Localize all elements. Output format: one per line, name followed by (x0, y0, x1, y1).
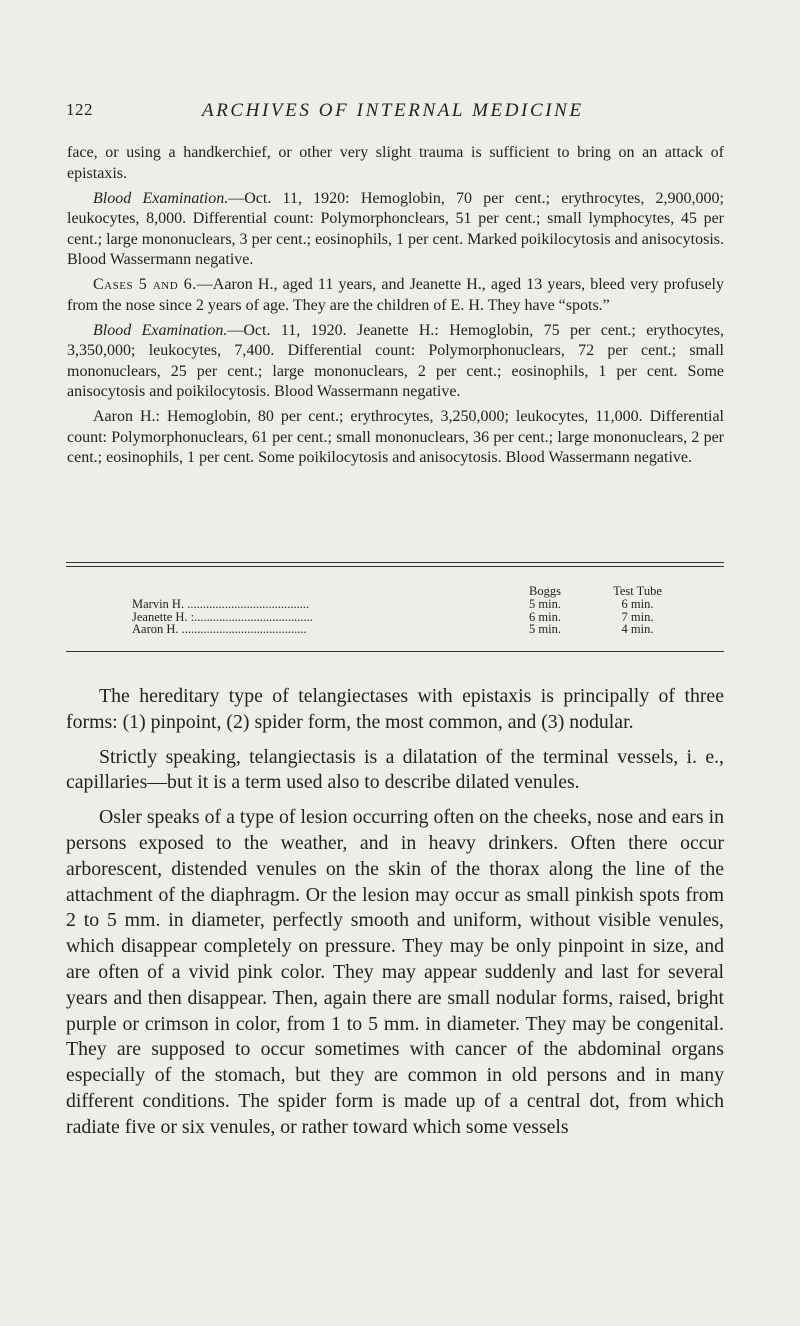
paragraph-continuation: face, or using a handkerchief, or other very slight trauma is sufficient to bring on an attack of epistaxis. (67, 144, 724, 182)
body-paragraph: Osler speaks of a type of lesion occurring often on the cheeks, nose and ears in persons exposed to the weather, and in heavy drinkers. Often there occur arborescent, distended venules on the skin of the thorax along the line of the attachment of the diaphragm. Or the lesion may occur as small pinkish spots from 2 to 5 mm. in diameter, perfectly smooth and uniform, without visible venules, which disappear completely on pressure. They may be only pinpoint in size, and are often of a vivid pink color. They may appear suddenly and last for several years and then disappear. Then, again there are small nodular forms, raised, bright purple or crimson in color, from 1 to 5 mm. in diameter. They may be congenital. They are supposed to occur sometimes with cancer of the abdominal organs especially of the stomach, but they are common in old persons and in many different conditions. The spider form is made up of a central dot, from which radiate five or six venules, or rather toward which some vessels (66, 806, 724, 1138)
running-title: ARCHIVES OF INTERNAL MEDICINE (202, 100, 584, 121)
cell-boggs: 5 min. (529, 597, 561, 611)
table-rule-top (66, 562, 724, 563)
run-in-heading: Blood Examination. (93, 321, 228, 339)
column-header-test-tube: Test Tube (613, 584, 662, 598)
body-paragraph: Strictly speaking, telangiectasis is a dilatation of the terminal vessels, i. e., capillaries—but it is a term used also to describe dilated venules. (66, 745, 724, 794)
cell-test-tube: 7 min. (621, 609, 654, 624)
paragraph-text: —Aaron H., aged 11 years, and Jeanette H., aged 13 years, bleed very profusely from the nose since 2 years of age. They are the children of E. H. They have “spots.” (67, 276, 725, 314)
coagulation-table (66, 562, 724, 656)
paragraph-text: —Oct. 11, 1920: Hemoglobin, 70 per cent.; erythrocytes, 2,900,000; leukocytes, 8,000. Differential count: Polymorphonclears, 51 per cent.; small lymphocytes, 45 per cent.; large mononuclears, 3 per cent.; eosinophils, 1 per cent. Marked poikilocytosis and anisocytosis. Blood Wassermann negative. (67, 189, 725, 268)
page-number: 122 (66, 100, 93, 119)
column-header-boggs: Boggs (529, 584, 561, 598)
run-in-heading: Cases 5 and 6. (93, 276, 197, 293)
page-header (66, 100, 726, 128)
row-name: Jeanette H. :...................................... (132, 609, 313, 624)
row-name: Marvin H. ....................................... (132, 597, 310, 611)
paragraph-aaron: Aaron H.: Hemoglobin, 80 per cent.; erythrocytes, 3,250,000; leukocytes, 11,000. Differential count: Polymorphonuclears, 61 per cent.; small mononuclears, 36 per cent.; large mononuclears, 2 per cent.; eosinophils, 1 per cent. Some poikilocytosis and anisocytosis. Blood Wassermann negative. (67, 408, 724, 466)
run-in-heading: Blood Examination. (93, 189, 229, 207)
body-paragraph: The hereditary type of telangiectases with epistaxis is principally of three forms: (1) pinpoint, (2) spider form, the most common, and (3) nodular. (66, 685, 724, 733)
body-text (66, 684, 724, 1150)
case-notes (67, 143, 724, 473)
table-rule-top-inner (66, 566, 724, 567)
cell-boggs: 5 min. (529, 622, 561, 636)
cell-test-tube: 6 min. (621, 597, 654, 611)
paragraph-text: —Oct. 11, 1920. Jeanette H.: Hemoglobin, 75 per cent.; erythocytes, 3,350,000; leukocytes, 7,400. Differential count: Polymorphonuclears, 72 per cent.; small mononuclears, 25 per cent.; large mononuclears, 2 per cent.; eosinophils, 1 per cent. Some anisocytosis and poikilocytosis. Blood Wassermann negative. (67, 321, 725, 400)
table-rule-bottom (66, 651, 724, 652)
cell-test-tube: 4 min. (621, 622, 654, 636)
paragraph-blood-exam-2 (67, 321, 724, 403)
row-name: Aaron H. ........................................ (132, 622, 307, 636)
paragraph-blood-exam-1 (67, 189, 724, 271)
paragraph-cases-5-6 (67, 275, 724, 316)
cell-boggs: 6 min. (529, 609, 561, 624)
